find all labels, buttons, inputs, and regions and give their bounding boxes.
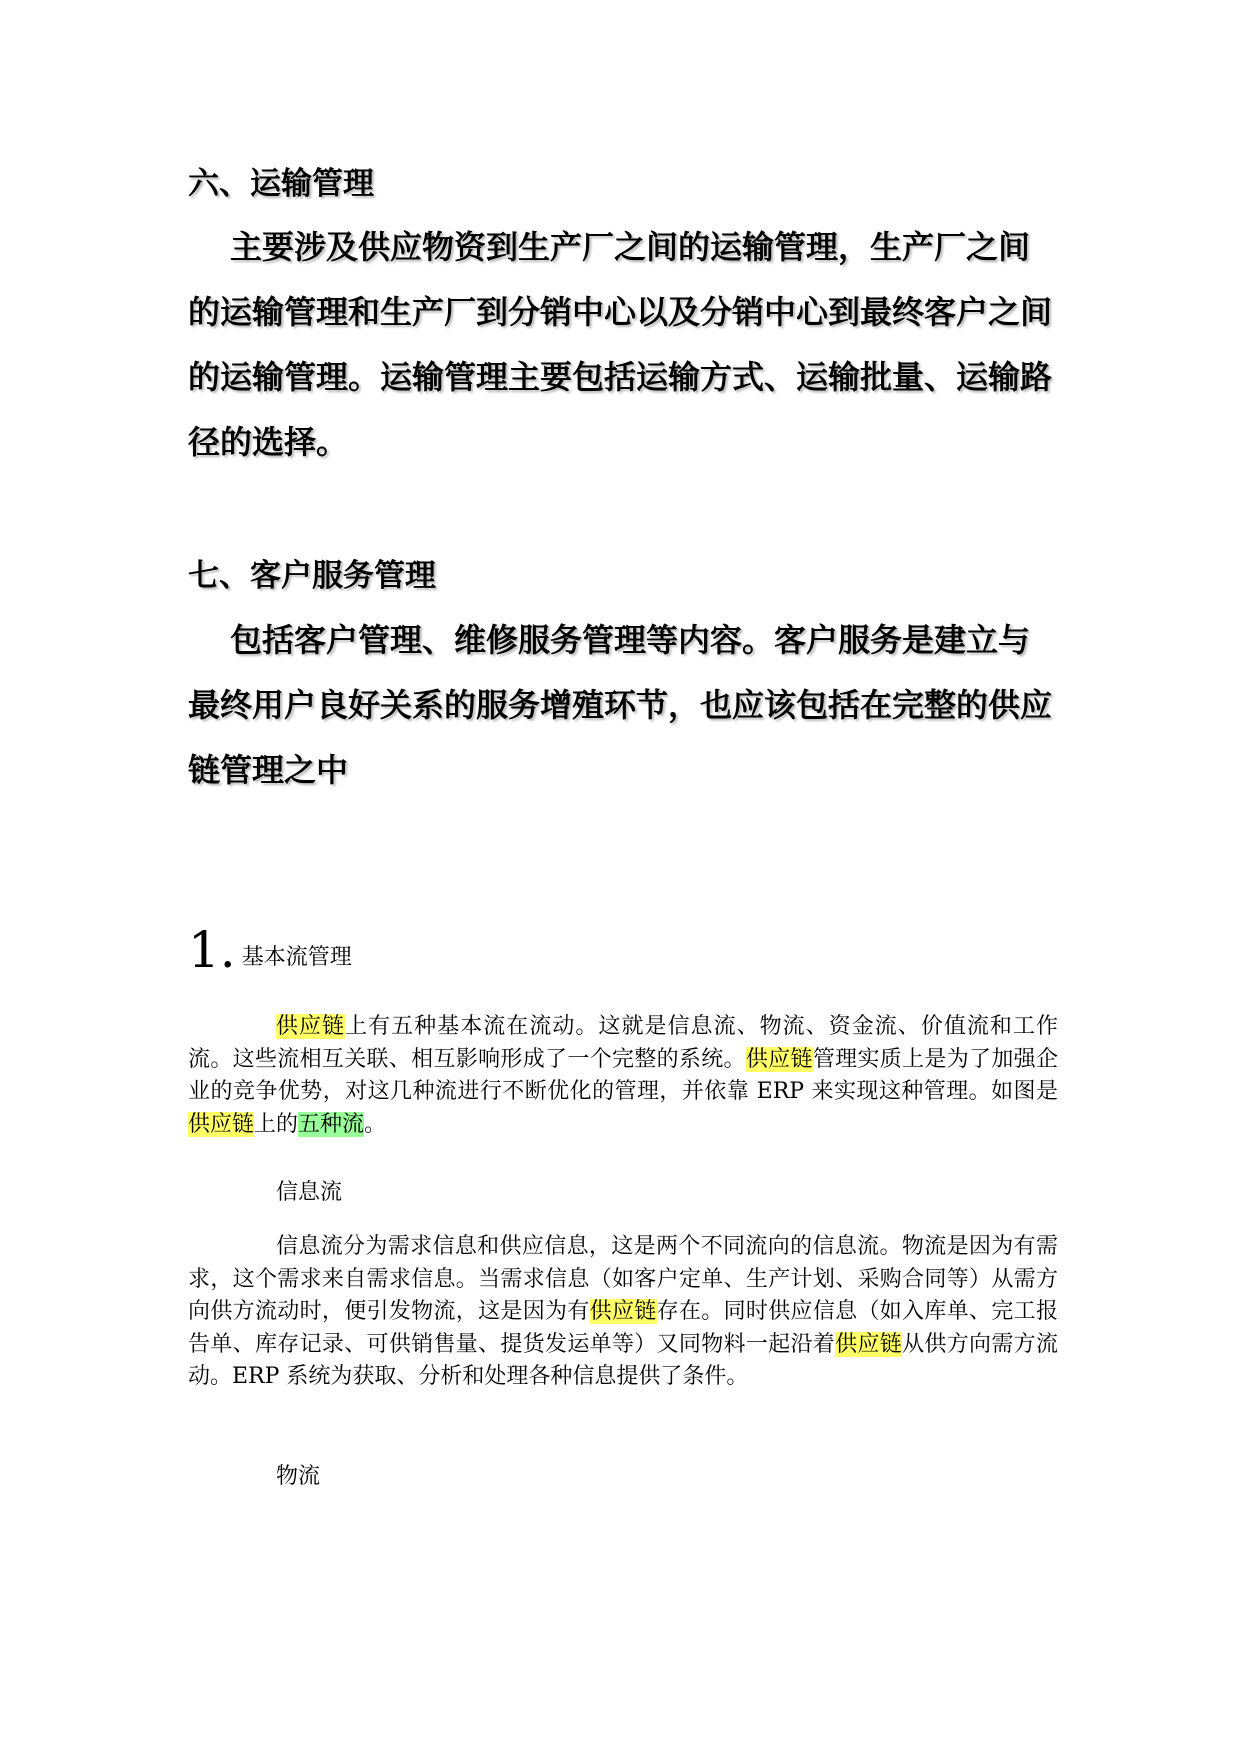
section-heading-text: 六、运输管理 (188, 166, 374, 202)
section-body-customer-service (188, 608, 1058, 803)
highlight-term: 供应链 (835, 1331, 903, 1357)
paragraph-text: 上的 (254, 1111, 299, 1137)
paragraph-text: 管理实质上是为了加强企业的竞争优势，对这几种流进行不断优化的管理，并依靠 ERP 来实现这种管理。如图是 (188, 1046, 1058, 1104)
highlight-term: 供应链 (745, 1046, 813, 1072)
paragraph-info-flow (188, 1231, 1058, 1394)
paragraph-text: 上有五种基本流在流动。这就是信息流、物流、资金流、价值流和工作流。这些流相互关联、相互影响形成了一个完整的系统。 (188, 1014, 1058, 1072)
highlight-term: 供应链 (276, 1014, 346, 1039)
paragraph-text: 从供方向需方流动。ERP 系统为获取、分析和处理各种信息提供了条件。 (188, 1331, 1058, 1389)
section-body-transport (188, 215, 1058, 475)
section-heading-customer-service (188, 556, 1058, 596)
paragraph-text: 存在。同时供应信息（如入库单、完工报告单、库存记录、可供销售量、提货发运单等）又同物料一起沿着 (188, 1299, 1058, 1357)
highlight-term: 供应链 (589, 1299, 657, 1324)
paragraph-five-flows (188, 1011, 1058, 1141)
section-paragraph: 包括客户管理、维修服务管理等内容。客户服务是建立与最终用户良好关系的服务增殖环节，也应该包括在完整的供应链管理之中 (188, 621, 1053, 789)
numbered-heading (188, 915, 352, 979)
heading-number: 1. (188, 921, 236, 979)
section-heading-transport (188, 164, 1058, 204)
highlight-term-green: 五种流 (298, 1111, 365, 1137)
subheading-logistics: 物流 (276, 1464, 321, 1489)
paragraph-text: 。 (364, 1111, 387, 1137)
section-paragraph: 主要涉及供应物资到生产厂之间的运输管理，生产厂之间的运输管理和生产厂到分销中心以及分销中心到最终客户之间的运输管理。运输管理主要包括运输方式、运输批量、运输路径的选择。 (188, 228, 1053, 461)
section-heading-text: 七、客户服务管理 (188, 558, 436, 594)
subheading-info-flow: 信息流 (276, 1180, 343, 1205)
highlight-term: 供应链 (188, 1111, 255, 1137)
heading-title: 基本流管理 (241, 945, 352, 970)
paragraph-text: 信息流分为需求信息和供应信息，这是两个不同流向的信息流。物流是因为有需求，这个需求来自需求信息。当需求信息（如客户定单、生产计划、采购合同等）从需方向供方流动时，便引发物流，这是因为有 (188, 1234, 1058, 1324)
